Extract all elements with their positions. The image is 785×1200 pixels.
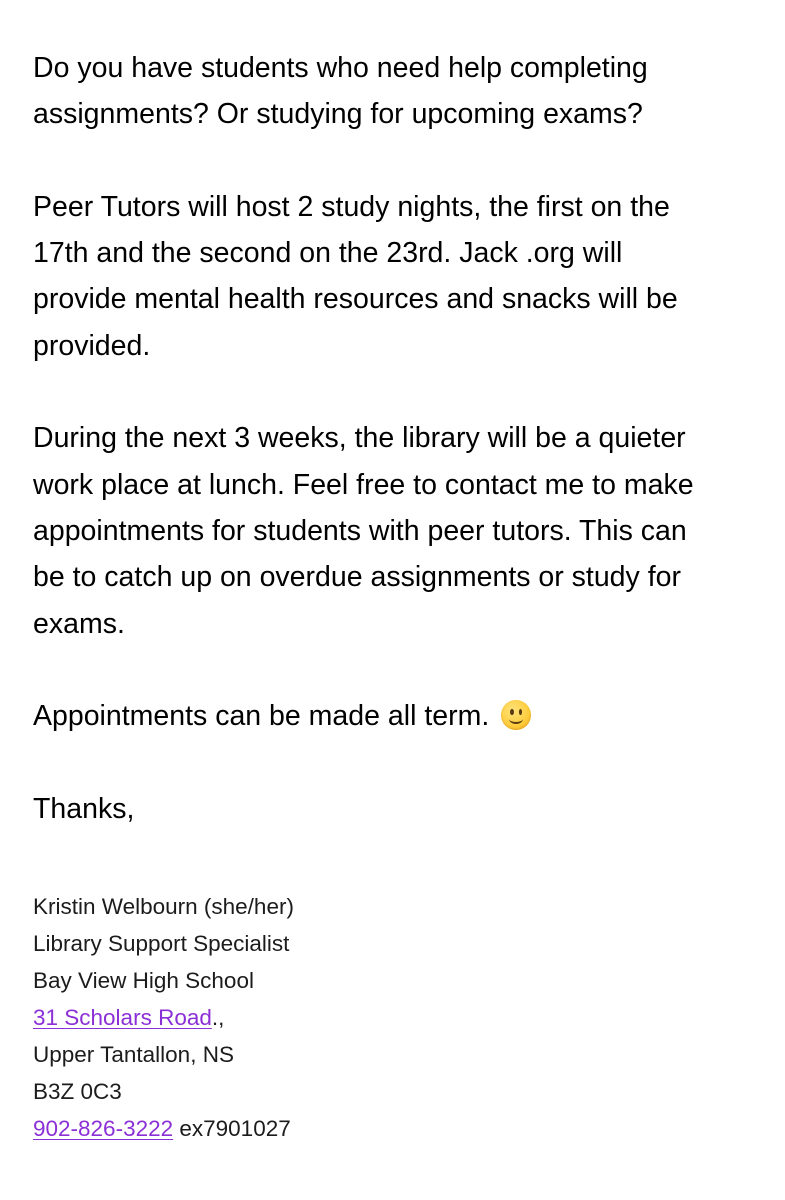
signature-address-line (33, 999, 773, 1036)
signature-phone-line (33, 1110, 773, 1147)
address-suffix: ., (211, 1005, 225, 1030)
email-body (33, 45, 773, 878)
phone-extension: ex7901027 (173, 1116, 291, 1141)
paragraph-library: During the next 3 weeks, the library will be a quieter work place at lunch. Feel free to contact me to make appointments for students with peer tutors. This can be to catch up on overdue assignments or study for exams. (33, 422, 694, 640)
signature-city: Upper Tantallon, NS (33, 1042, 234, 1067)
appointments-text: Appointments can be made all term. (33, 700, 490, 733)
signature-name: Kristin Welbourn (she/her) (33, 894, 294, 919)
phone-link[interactable]: 902-826-3222 (33, 1116, 174, 1141)
signature-title: Library Support Specialist (33, 931, 290, 956)
address-link[interactable]: 31 Scholars Road (33, 1005, 212, 1030)
slightly-smiling-face-icon (501, 700, 531, 730)
paragraph-study-nights: Peer Tutors will host 2 study nights, the first on the 17th and the second on the 23rd. Jack .org will provide mental health resources and snacks will be provided. (33, 190, 678, 362)
email-signature (33, 888, 773, 1147)
paragraph-intro: Do you have students who need help completing assignments? Or studying for upcoming exams? (33, 52, 648, 131)
paragraph-appointments (33, 693, 773, 739)
signature-school: Bay View High School (33, 968, 254, 993)
signature-postal: B3Z 0C3 (33, 1079, 122, 1104)
closing-text: Thanks, (33, 792, 135, 825)
